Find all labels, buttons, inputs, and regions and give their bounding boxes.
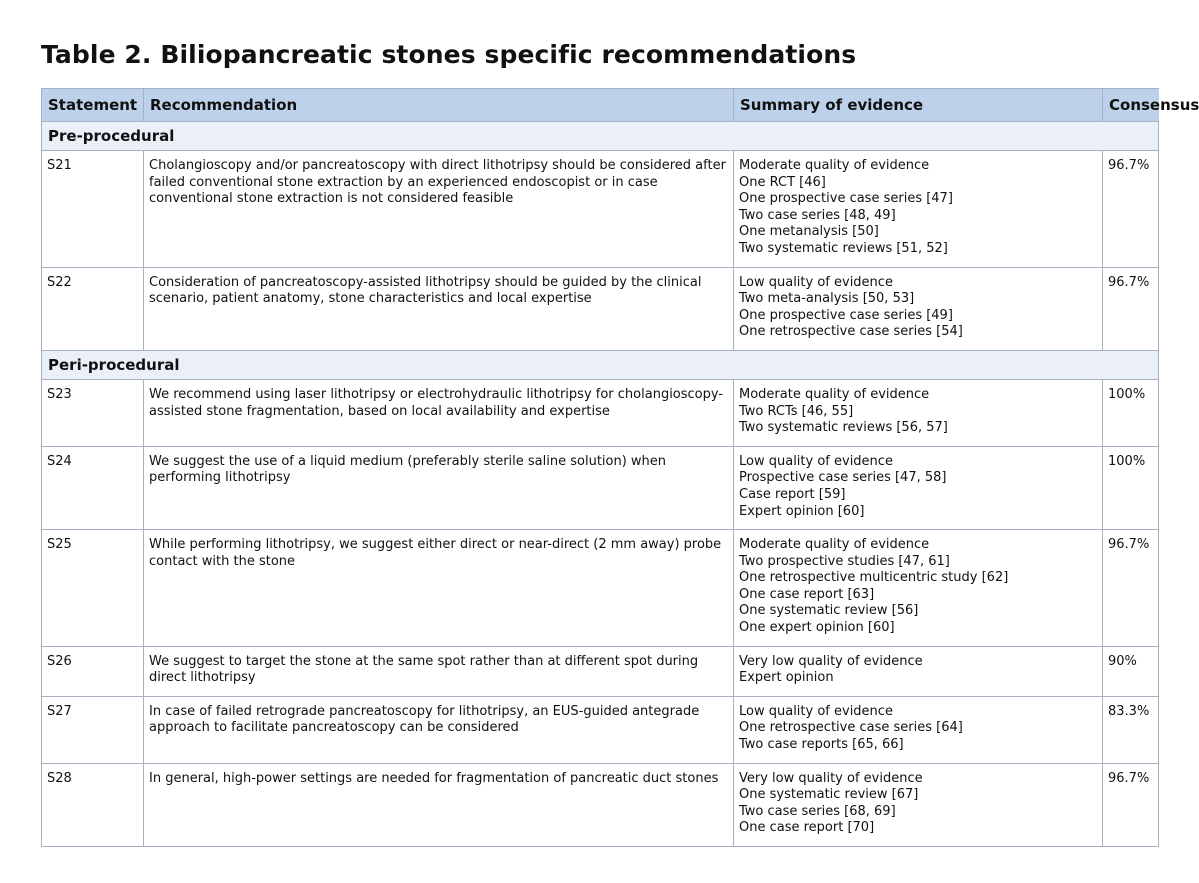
evidence-summary [734, 646, 1103, 696]
evidence-line: Very low quality of evidence [739, 653, 923, 669]
evidence-line: One systematic review [67] [739, 787, 919, 803]
evidence-line: Moderate quality of evidence [739, 386, 930, 402]
table-body [42, 122, 1159, 847]
evidence-line: Moderate quality of evidence [739, 537, 930, 553]
evidence-summary [734, 151, 1103, 268]
table-row [42, 446, 1159, 529]
evidence-line: One case report [63] [739, 586, 875, 602]
table-row [42, 530, 1159, 647]
consensus-value: 83.3% [1103, 696, 1159, 763]
table-container [41, 88, 1199, 847]
evidence-summary [734, 267, 1103, 350]
evidence-line: One expert opinion [60] [739, 620, 895, 636]
statement-id: S23 [42, 379, 144, 446]
evidence-summary [734, 446, 1103, 529]
recommendation-text: In case of failed retrograde pancreatoscopy for lithotripsy, an EUS-guided antegrade approach to facilitate pancreatoscopy can be considered [144, 696, 734, 763]
column-header-evidence: Summary of evidence [734, 89, 1103, 122]
consensus-value: 96.7% [1103, 151, 1159, 268]
table-row [42, 267, 1159, 350]
evidence-line: Two case series [68, 69] [739, 803, 896, 819]
page-title: Table 2. Biliopancreatic stones specific recommendations [41, 40, 857, 69]
consensus-value: 90% [1103, 646, 1159, 696]
recommendation-text: We suggest to target the stone at the same spot rather than at different spot during direct lithotripsy [144, 646, 734, 696]
evidence-line: Case report [59] [739, 486, 846, 502]
evidence-line: One prospective case series [49] [739, 307, 953, 323]
recommendation-text: In general, high-power settings are needed for fragmentation of pancreatic duct stones [144, 763, 734, 846]
evidence-line: One case report [70] [739, 820, 875, 836]
evidence-line: Moderate quality of evidence [739, 158, 930, 173]
evidence-line: Low quality of evidence [739, 274, 893, 290]
header-row [42, 89, 1159, 122]
evidence-line: Two prospective studies [47, 61] [739, 553, 950, 569]
section-label: Peri-procedural [42, 350, 1159, 379]
evidence-line: Two meta-analysis [50, 53] [739, 291, 915, 307]
statement-id: S25 [42, 530, 144, 647]
evidence-summary [734, 379, 1103, 446]
evidence-line: One metanalysis [50] [739, 224, 879, 240]
consensus-value: 96.7% [1103, 530, 1159, 647]
evidence-line: Very low quality of evidence [739, 770, 923, 786]
evidence-line: One systematic review [56] [739, 603, 919, 619]
section-row [42, 350, 1159, 379]
statement-id: S24 [42, 446, 144, 529]
table-row [42, 151, 1159, 268]
evidence-summary [734, 696, 1103, 763]
evidence-line: One RCT [46] [739, 174, 826, 190]
evidence-summary [734, 763, 1103, 846]
evidence-line: Two case reports [65, 66] [739, 737, 904, 753]
statement-id: S22 [42, 267, 144, 350]
evidence-line: One retrospective case series [54] [739, 324, 963, 340]
table-row [42, 379, 1159, 446]
evidence-line: Low quality of evidence [739, 703, 893, 719]
evidence-line: Two systematic reviews [56, 57] [739, 420, 948, 436]
column-header-statement: Statement [42, 89, 144, 122]
evidence-line: One retrospective multicentric study [62] [739, 570, 1009, 586]
consensus-value: 100% [1103, 446, 1159, 529]
evidence-line: Low quality of evidence [739, 453, 893, 469]
section-row [42, 122, 1159, 151]
evidence-line: Two RCTs [46, 55] [739, 403, 854, 419]
section-label: Pre-procedural [42, 122, 1159, 151]
statement-id: S28 [42, 763, 144, 846]
evidence-line: One retrospective case series [64] [739, 720, 963, 736]
evidence-line: Two case series [48, 49] [739, 207, 896, 223]
recommendations-table [41, 88, 1199, 847]
statement-id: S26 [42, 646, 144, 696]
column-header-recommendation: Recommendation [144, 89, 734, 122]
table-header [42, 89, 1199, 122]
table-row [42, 696, 1159, 763]
consensus-value: 96.7% [1103, 763, 1159, 846]
evidence-line: Prospective case series [47, 58] [739, 470, 947, 486]
evidence-line: Two systematic reviews [51, 52] [739, 240, 948, 256]
recommendation-text: While performing lithotripsy, we suggest either direct or near-direct (2 mm away) probe contact with the stone [144, 530, 734, 647]
column-header-consensus: Consensus [1103, 89, 1159, 122]
recommendation-text: We recommend using laser lithotripsy or electrohydraulic lithotripsy for cholangioscopy-assisted stone fragmentation, based on local availability and expertise [144, 379, 734, 446]
recommendation-text: Consideration of pancreatoscopy-assisted lithotripsy should be guided by the clinical scenario, patient anatomy, stone characteristics and local expertise [144, 267, 734, 350]
consensus-value: 96.7% [1103, 267, 1159, 350]
recommendation-text: Cholangioscopy and/or pancreatoscopy with direct lithotripsy should be considered after failed conventional stone extraction by an experienced endoscopist or in case conventional stone extraction is not considered feasible [144, 151, 734, 268]
recommendation-text: We suggest the use of a liquid medium (preferably sterile saline solution) when performing lithotripsy [144, 446, 734, 529]
table-row [42, 646, 1159, 696]
evidence-line: Expert opinion [60] [739, 503, 865, 519]
evidence-summary [734, 530, 1103, 647]
evidence-line: One prospective case series [47] [739, 191, 953, 207]
statement-id: S21 [42, 151, 144, 268]
statement-id: S27 [42, 696, 144, 763]
evidence-line: Expert opinion [739, 670, 834, 686]
table-row [42, 763, 1159, 846]
consensus-value: 100% [1103, 379, 1159, 446]
